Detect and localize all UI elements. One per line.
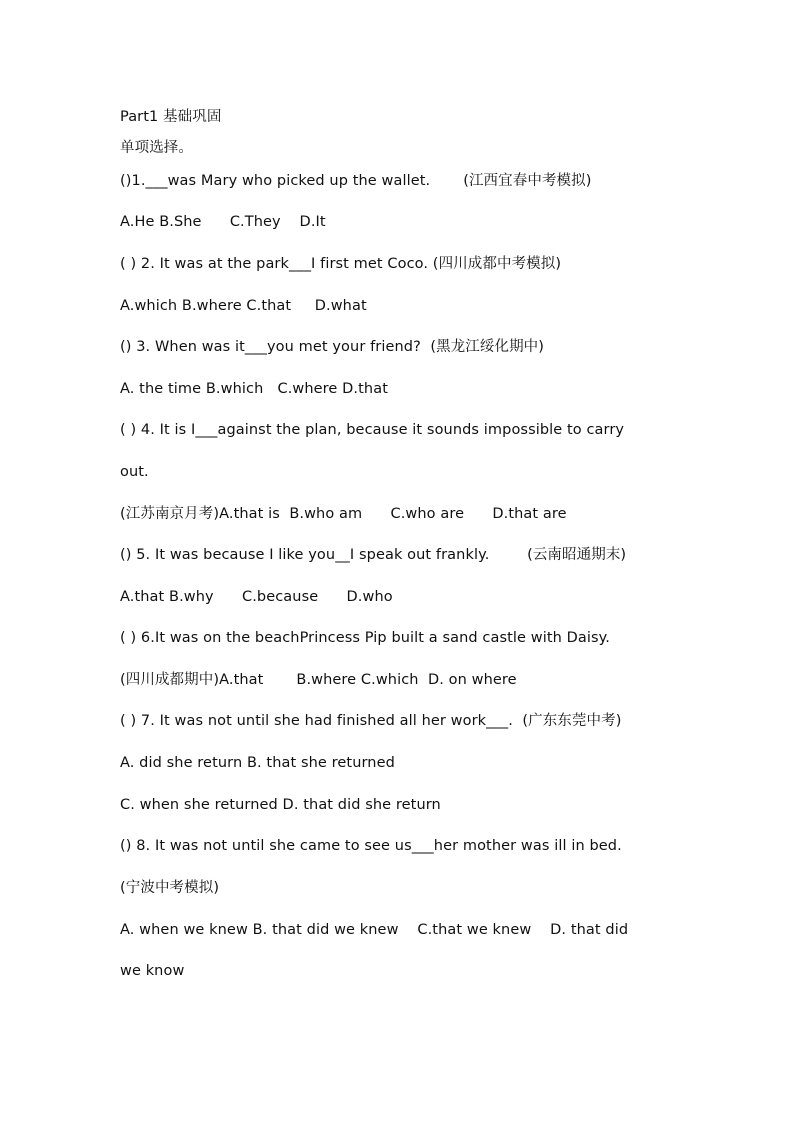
question-4-stem-line-2: out. xyxy=(120,464,149,480)
question-1-options: A.He B.She C.They D.It xyxy=(120,214,326,230)
question-3-stem: () 3. When was it___you met your friend? (黑龙江绥化期中) xyxy=(120,339,545,355)
question-5-stem: () 5. It was because I like you__I speak out frankly. (云南昭通期末) xyxy=(120,547,627,563)
question-8-stem: () 8. It was not until she came to see us___her mother was ill in bed. xyxy=(120,838,622,854)
question-7-options-line-2: C. when she returned D. that did she return xyxy=(120,797,441,813)
question-5-options: A.that B.why C.because D.who xyxy=(120,589,393,605)
question-8-source: (宁波中考模拟) xyxy=(120,880,220,896)
part-title: Part1 基础巩固 xyxy=(120,109,222,125)
question-1-stem: ()1.___was Mary who picked up the wallet. (江西宜春中考模拟) xyxy=(120,173,592,189)
question-6-options: (四川成都期中)A.that B.where C.which D. on where xyxy=(120,672,517,688)
question-3-options: A. the time B.which C.where D.that xyxy=(120,381,388,397)
question-2-options: A.which B.where C.that D.what xyxy=(120,298,367,314)
question-4-stem-line-1: ( ) 4. It is I___against the plan, because it sounds impossible to carry xyxy=(120,422,625,438)
section-title: 单项选择。 xyxy=(120,140,193,156)
question-7-options-line-1: A. did she return B. that she returned xyxy=(120,755,395,771)
question-8-options-line-1: A. when we knew B. that did we knew C.that we knew D. that did xyxy=(120,922,629,938)
question-4-options: (江苏南京月考)A.that is B.who am C.who are D.that are xyxy=(120,506,567,522)
question-8-options-line-2: we know xyxy=(120,963,185,979)
question-6-stem: ( ) 6.It was on the beachPrincess Pip built a sand castle with Daisy. xyxy=(120,630,611,646)
question-7-stem: ( ) 7. It was not until she had finished all her work___. (广东东莞中考) xyxy=(120,713,622,729)
question-2-stem: ( ) 2. It was at the park___I first met Coco. (四川成都中考模拟) xyxy=(120,256,562,272)
